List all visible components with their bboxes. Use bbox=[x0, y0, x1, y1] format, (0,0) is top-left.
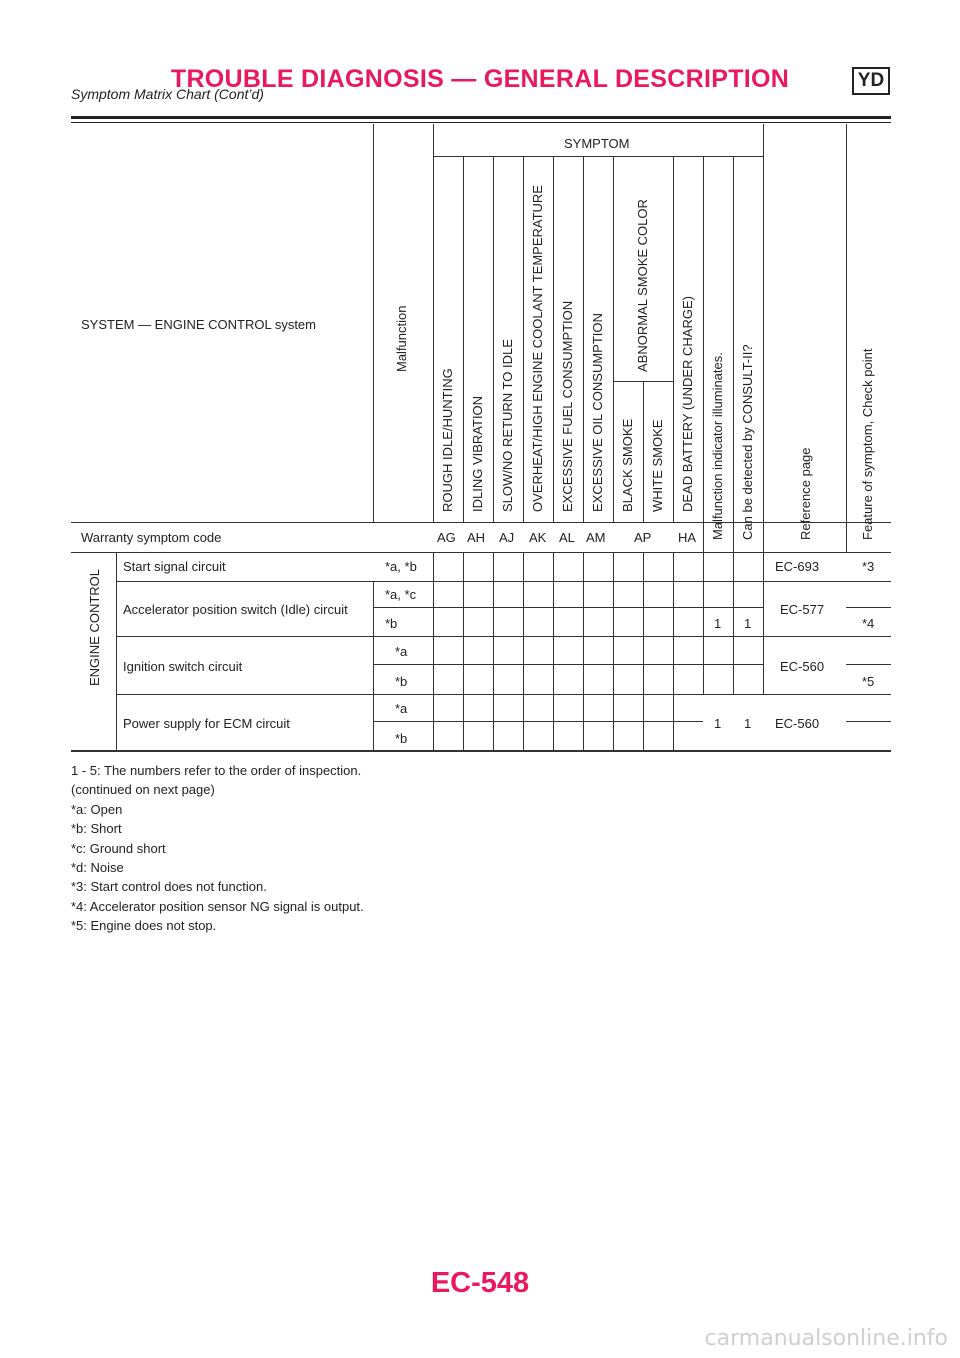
page-title: TROUBLE DIAGNOSIS — GENERAL DESCRIPTION bbox=[170, 65, 790, 93]
grid-line bbox=[703, 156, 704, 552]
grid-line bbox=[373, 721, 703, 722]
watermark: carmanualsonline.info bbox=[704, 1326, 948, 1351]
footnote: *c: Ground short bbox=[71, 840, 166, 856]
malfunction-header: Malfunction bbox=[394, 305, 409, 372]
symptom-header: SYMPTOM bbox=[564, 136, 630, 151]
grid-line bbox=[613, 552, 614, 750]
footnote: *d: Noise bbox=[71, 859, 124, 875]
system-name: Ignition switch circuit bbox=[123, 659, 243, 674]
footnote: *b: Short bbox=[71, 821, 122, 837]
malfunction-code: *b bbox=[395, 731, 408, 746]
reference-page: EC-577 bbox=[780, 602, 825, 617]
warranty-code: AK bbox=[529, 530, 547, 545]
header-rule-thin bbox=[71, 122, 891, 123]
inspection-order: 1 bbox=[744, 716, 752, 731]
system-name: Start signal circuit bbox=[123, 559, 226, 574]
grid-line bbox=[433, 156, 763, 157]
warranty-code: AP bbox=[634, 530, 652, 545]
grid-line bbox=[846, 607, 891, 608]
symptom-col-dead-battery: DEAD BATTERY (UNDER CHARGE) bbox=[680, 296, 695, 512]
feature-code: *4 bbox=[862, 616, 875, 631]
footnote: *3: Start control does not function. bbox=[71, 879, 267, 895]
grid-line bbox=[583, 552, 584, 750]
reference-page: EC-560 bbox=[775, 716, 820, 731]
grid-line bbox=[733, 156, 734, 552]
warranty-label: Warranty symptom code bbox=[81, 530, 222, 545]
engine-control-group-label: ENGINE CONTROL bbox=[87, 568, 102, 686]
malfunction-code: *b bbox=[385, 616, 398, 631]
inspection-order: 1 bbox=[714, 716, 722, 731]
feature-code: *3 bbox=[862, 559, 875, 574]
engine-badge: YD bbox=[852, 67, 890, 95]
grid-line bbox=[373, 124, 374, 522]
grid-line bbox=[373, 664, 763, 665]
grid-line bbox=[493, 156, 494, 522]
grid-line bbox=[553, 552, 554, 750]
header-rule bbox=[71, 116, 891, 119]
grid-line bbox=[703, 552, 704, 694]
grid-line bbox=[433, 552, 434, 750]
grid-line bbox=[71, 552, 891, 553]
inspection-order: 1 bbox=[744, 616, 752, 631]
grid-line bbox=[846, 124, 847, 552]
reference-page: EC-560 bbox=[780, 659, 825, 674]
symptom-col-slow-return: SLOW/NO RETURN TO IDLE bbox=[500, 339, 515, 512]
symptom-col-overheat: OVERHEAT/HIGH ENGINE COOLANT TEMPERATURE bbox=[530, 185, 545, 512]
symptom-col-rough-idle: ROUGH IDLE/HUNTING bbox=[440, 368, 455, 512]
footnote: (continued on next page) bbox=[71, 782, 215, 798]
grid-line bbox=[116, 636, 891, 637]
page-number: EC-548 bbox=[430, 1267, 530, 1299]
symptom-col-black-smoke: BLACK SMOKE bbox=[620, 418, 635, 512]
grid-line bbox=[523, 156, 524, 522]
grid-line bbox=[763, 124, 764, 552]
grid-line bbox=[433, 124, 434, 522]
footnote: *a: Open bbox=[71, 801, 123, 817]
system-header: SYSTEM — ENGINE CONTROL system bbox=[81, 317, 316, 332]
system-name: Power supply for ECM circuit bbox=[123, 716, 290, 731]
footnote: *4: Accelerator position sensor NG signal is output. bbox=[71, 898, 364, 914]
warranty-code: HA bbox=[678, 530, 697, 545]
malfunction-code: *a bbox=[395, 644, 408, 659]
reference-page-header: Reference page bbox=[798, 447, 813, 540]
grid-line bbox=[463, 156, 464, 522]
footnote: 1 - 5: The numbers refer to the order of inspection. bbox=[71, 763, 362, 778]
symptom-col-mi-illuminates: Malfunction indicator illuminates. bbox=[710, 352, 725, 540]
malfunction-code: *b bbox=[395, 674, 408, 689]
grid-line bbox=[613, 156, 614, 522]
grid-line bbox=[463, 552, 464, 750]
grid-line bbox=[116, 552, 117, 750]
symptom-col-consult: Can be detected by CONSULT-II? bbox=[740, 344, 755, 540]
reference-page: EC-693 bbox=[775, 559, 820, 574]
grid-line bbox=[583, 156, 584, 522]
malfunction-code: *a bbox=[395, 701, 408, 716]
grid-line bbox=[373, 581, 374, 750]
symptom-col-white-smoke: WHITE SMOKE bbox=[650, 419, 665, 512]
inspection-order: 1 bbox=[714, 616, 722, 631]
grid-line bbox=[643, 381, 644, 522]
grid-line bbox=[493, 552, 494, 750]
grid-line bbox=[553, 156, 554, 522]
grid-line bbox=[373, 607, 763, 608]
grid-line bbox=[846, 721, 891, 722]
symptom-col-idling-vibration: IDLING VIBRATION bbox=[470, 395, 485, 512]
feature-code: *5 bbox=[862, 674, 875, 689]
footnotes bbox=[71, 761, 364, 936]
grid-line bbox=[673, 552, 674, 750]
symptom-col-abnormal-smoke: ABNORMAL SMOKE COLOR bbox=[635, 199, 650, 372]
grid-line bbox=[643, 552, 644, 750]
grid-line bbox=[116, 694, 891, 695]
grid-line bbox=[733, 552, 734, 694]
warranty-code: AM bbox=[586, 530, 606, 545]
malfunction-code: *a, *b bbox=[385, 559, 417, 574]
grid-line bbox=[71, 522, 891, 523]
table-bottom-rule bbox=[71, 750, 891, 752]
warranty-code: AL bbox=[559, 530, 575, 545]
warranty-code: AG bbox=[437, 530, 456, 545]
malfunction-code: *a, *c bbox=[385, 587, 417, 602]
feature-header: Feature of symptom, Check point bbox=[860, 348, 875, 540]
warranty-code: AJ bbox=[499, 530, 515, 545]
grid-line bbox=[523, 552, 524, 750]
symptom-col-excessive-oil: EXCESSIVE OIL CONSUMPTION bbox=[590, 313, 605, 512]
grid-line bbox=[763, 552, 764, 694]
symptom-col-excessive-fuel: EXCESSIVE FUEL CONSUMPTION bbox=[560, 300, 575, 512]
warranty-code: AH bbox=[467, 530, 486, 545]
page-subtitle: Symptom Matrix Chart (Cont’d) bbox=[71, 86, 264, 102]
system-name: Accelerator position switch (Idle) circuit bbox=[123, 602, 348, 617]
grid-line bbox=[846, 664, 891, 665]
grid-line bbox=[673, 156, 674, 522]
footnote: *5: Engine does not stop. bbox=[71, 918, 217, 934]
grid-line bbox=[116, 581, 891, 582]
